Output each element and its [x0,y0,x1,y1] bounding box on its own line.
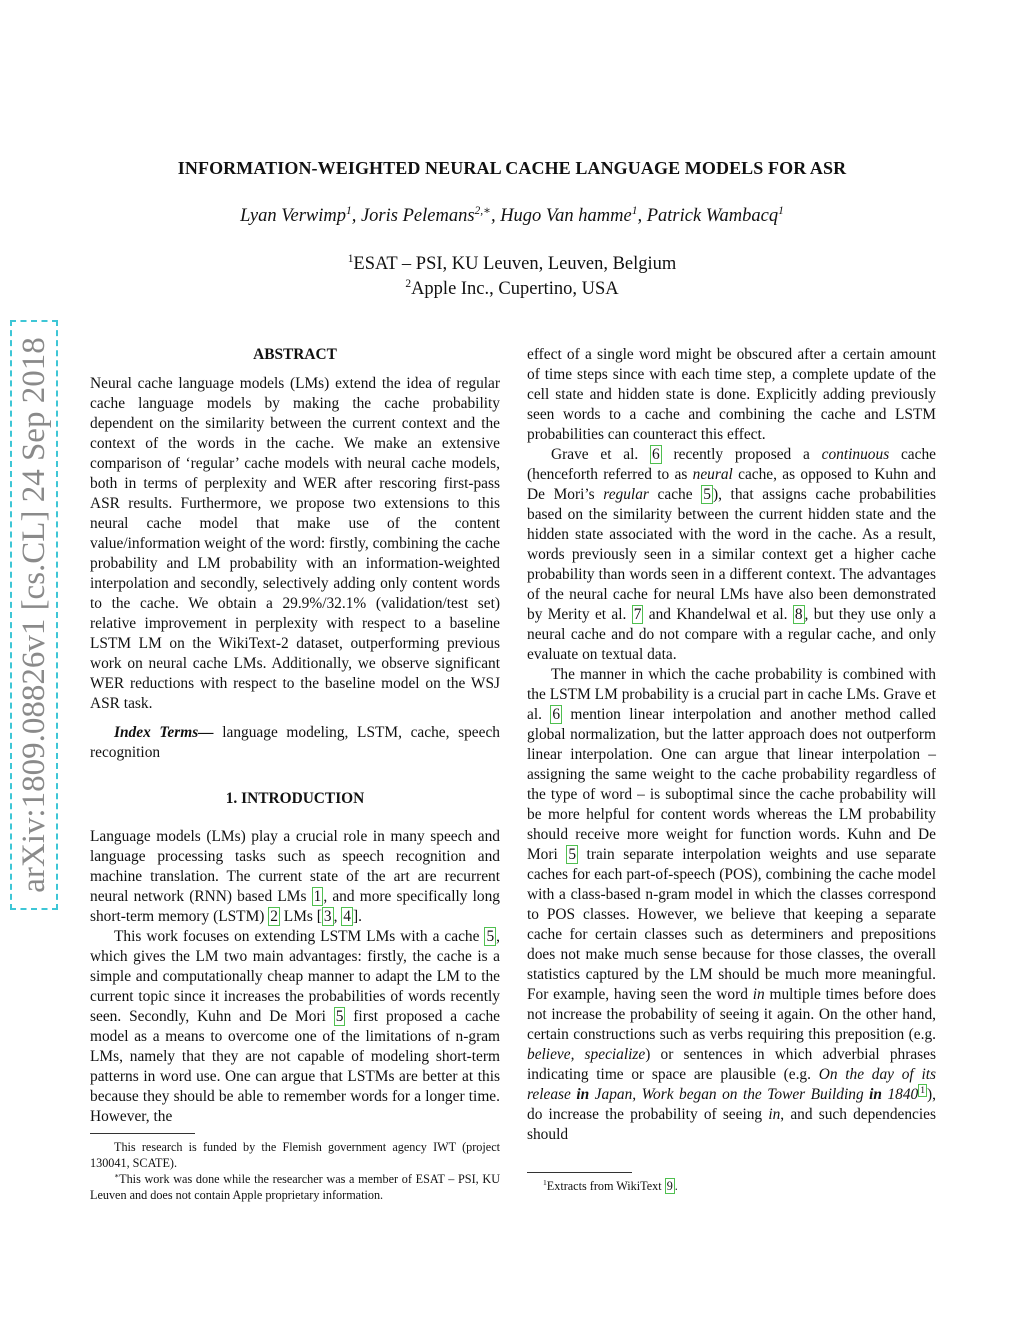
emphasis: in [752,986,765,1003]
affiliation: $^1$ESAT – PSI, KU Leuven, Leuven, Belgium [347,252,677,274]
citation-link[interactable]: 5 [703,486,711,503]
intro-paragraph [90,927,500,1127]
text-run: mention linear interpolation and another method called global normalization, but the latter approach does not outperform linear interpolation. One can argue that linear interpolation – assigning the same weight to the cache probability regardless of the type of word – is suboptimal since the cache probability will be more helpful for content words whereas the LM probability should receive more weight for function words. Kuhn and De Mori [527,706,936,863]
arxiv-identifier-link[interactable]: arXiv:1809.08826v1 [cs.CL] 24 Sep 2018 [10,320,58,910]
citation-link[interactable]: 2 [270,908,278,925]
text-run: ]. [352,908,362,925]
text-run: first proposed a cache model as a means to overcome one of the limitations of n-gram LMs, namely that they are not capable of modeling short-term patterns in word use. One can argue that LSTMs are better at this because they should be able to remember words for a longer time. However, the [90,1008,500,1125]
text-run: cache [648,486,702,503]
citation-link[interactable]: 6 [652,446,660,463]
emphasis-bold: in [576,1086,590,1103]
text-run: , and such dependencies should [527,1106,936,1143]
emphasis: continuous [821,446,890,463]
citation-link[interactable]: 7 [633,606,642,623]
emphasis: in [768,1106,781,1123]
abstract-text: Neural cache language models (LMs) extend the idea of regular cache language models by making the cache probability dependent on the similarity between the current context and the context of the words in the cache. We make an extensive comparison of ‘regular’ cache models with neural cache models, both in terms of perplexity and WER after rescoring first-pass ASR results. Furthermore, we propose two extensions to this neural cache model that make use of the content value/information weight of the word: firstly, combining the cache probability and LM probability with an information-weighted interpolation and secondly, selectively adding only content words to the cache. We obtain a 29.9%/32.1% (validation/test set) relative improvement in perplexity with respect to a baseline LSTM LM on the WikiText-2 dataset, outperforming previous work on neural cache LMs. Additionally, we observe significant WER reductions with respect to the baseline model on the WSJ ASR task. [90,375,500,712]
footnote: ∗This work was done while the researcher was a member of ESAT – PSI, KU Leuven and does not contain Apple proprietary information. [90,1170,500,1202]
citation-link[interactable]: 5 [568,846,577,863]
citation-link[interactable]: 5 [335,1008,344,1025]
author: Patrick Wambacq$^1$ [646,204,784,226]
left-column [90,345,500,1127]
footnote-rule [90,1133,195,1134]
abstract-heading: ABSTRACT [253,346,337,363]
body-paragraph [527,345,936,445]
footnotes-left [90,1139,500,1203]
text-run: ) or sentences in which adverbial phrases indicating time or space are plausible (e.g. [527,1046,936,1083]
text-run: , which gives the LM two main advantages: firstly, the cache is a simple and computationally cheap manner to adapt the LM to the current topic since it increases the probabilities of words recently seen. Secondly, Kuhn and De Mori [90,928,500,1025]
text-run: Grave et al. [551,446,650,463]
text-run: ), that assigns cache probabilities based on the similarity between the current hidden state and the hidden state associated with the word in the cache. As a result, words previously seen in a similar context get a higher cache probability than words seen in a different context. The advantages of the neural cache for neural LMs have also been demonstrated by Merity et al. [527,486,937,623]
emphasis: believe, specialize [527,1046,646,1063]
text-run: multiple times before does not increase the probability of seeing it again. On the other hand, certain constructions such as verbs requiring this preposition (e.g. [527,986,937,1043]
citation-link[interactable]: 6 [552,706,561,723]
paper-title: INFORMATION-WEIGHTED NEURAL CACHE LANGUAGE MODELS FOR ASR [177,158,847,178]
section-heading-introduction: 1. INTRODUCTION [225,790,365,807]
emphasis: neural [692,466,733,483]
text-run: , but they use only a neural cache and do not compare with a regular cache, and only evaluate on textual data. [527,606,936,663]
text-run: and Khandelwal et al. [643,606,793,623]
citation-link[interactable]: 4 [343,908,351,925]
citation-link[interactable]: 3 [323,908,332,925]
text-run: ), do increase the probability of seeing [527,1086,936,1123]
text-run: This work focuses on extending LSTM LMs with a cache [114,928,485,945]
author-list [0,206,1024,227]
citation-link[interactable]: 9 [666,1179,673,1193]
text-run: Language models (LMs) play a crucial role in many speech and language processing tasks such as speech recognition and machine translation. The current state of the art are recurrent neural network (RNN) based LMs [90,828,500,905]
index-terms: Index Terms— language modeling, LSTM, cache, speech recognition [90,724,500,761]
footnote-rule [527,1172,632,1173]
citation-link[interactable]: 1 [313,888,322,905]
body-paragraph [527,445,936,665]
text-run: cache, as opposed to Kuhn and De Mori’s [527,466,936,503]
emphasis: regular [603,486,649,503]
author: Hugo Van hamme$^1$, [500,204,647,226]
citation-link[interactable]: 5 [486,928,495,945]
right-column [527,345,936,1145]
footnote-marker-link[interactable]: 1 [920,1084,925,1096]
text-run: recently proposed a [661,446,822,463]
author: Joris Pelemans$^{2,∗}$, [360,204,501,226]
citation-link[interactable]: 8 [794,606,803,623]
footnote: $^1$Extracts from WikiText 9 . [543,1177,678,1193]
text-run: , [333,908,342,925]
emphasis: Japan, Work began on the Tower Building [589,1086,870,1103]
body-paragraph [527,665,936,1145]
text-run: LMs [ [279,908,322,925]
text-run: train separate interpolation weights and use separate caches for each part-of-speech (POS), combining the cache model with a class-based n-gram model in which the classes correspond to POS classes. However, we believe that keeping a separate cache for certain classes such as determiners and prepositions does not make much sense because for those classes, the overall statistics captured by the LM should be much more meaningful. For example, having seen the word [527,846,936,1003]
emphasis-bold: in [869,1086,882,1103]
footnotes-right [527,1178,936,1194]
emphasis: On the day of its release [527,1066,936,1103]
text-run: cache (henceforth referred to as [527,446,936,483]
author: Lyan Verwimp$^1$, [240,204,361,226]
footnote: This research is funded by the Flemish government agency IWT (project 130041, SCATE). [90,1140,500,1170]
intro-paragraph [90,827,500,927]
affiliation: $^2$Apple Inc., Cupertino, USA [405,277,619,299]
text-run: effect of a single word might be obscured after a certain amount of time steps since with each time step, a complete update of the cell state and hidden state is done. Explicitly adding previously seen words to a cache and combining the cache and LSTM probabilities can counteract this effect. [527,346,936,443]
text-run: The manner in which the cache probability is combined with the LSTM LM probability is a crucial part in cache LMs. Grave et al. [527,666,936,723]
text-run: , and more specifically long short-term memory (LSTM) [90,888,500,925]
emphasis: 1840 [881,1086,919,1103]
